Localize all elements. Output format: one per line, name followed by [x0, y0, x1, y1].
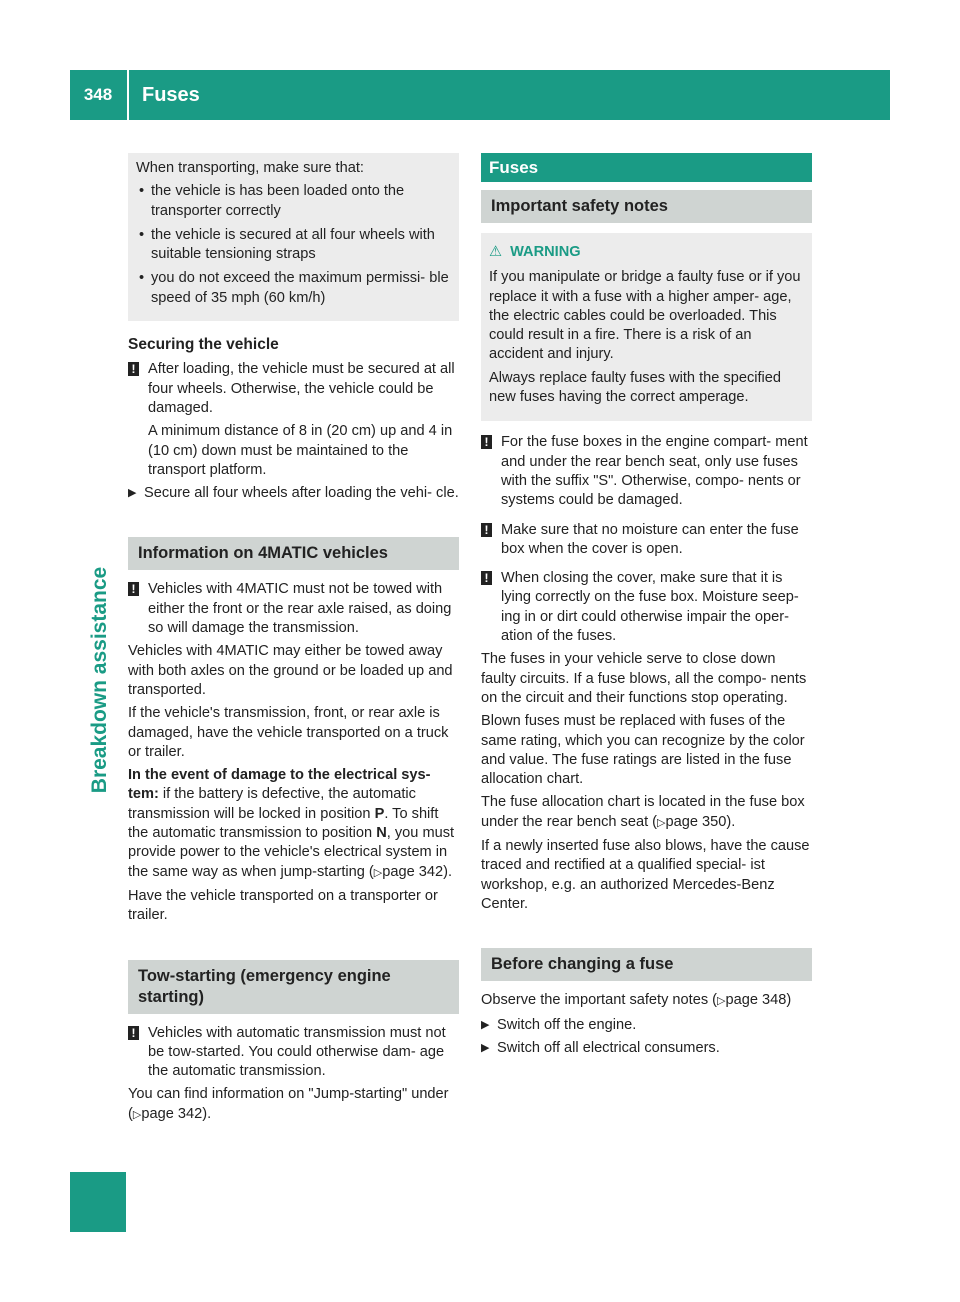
exclamation-icon: ! — [481, 571, 492, 585]
warning-label: WARNING — [510, 244, 581, 260]
page-number: 348 — [83, 85, 113, 104]
tow-paragraph — [128, 1085, 459, 1125]
page-ref-link[interactable]: page 350). — [665, 813, 736, 830]
fuse-caution-text: When closing the cover, make sure that it is lying correctly on the fuse box. Moisture seep- ing in or dirt could otherwise impair the oper- ation of the fuses. — [501, 570, 799, 645]
securing-caution-continued — [128, 422, 459, 480]
step-arrow-icon: ▶ — [128, 487, 137, 500]
securing-step — [128, 484, 459, 503]
checklist-intro: When transporting, make sure that: — [136, 160, 364, 176]
fuse-caution — [481, 521, 812, 560]
securing-caution-text: After loading, the vehicle must be secured at all four wheels. Otherwise, the vehicle could be damaged. — [148, 361, 455, 416]
sidebar-marker — [70, 1172, 126, 1232]
securing-heading: Securing the vehicle — [128, 336, 279, 354]
step-arrow-icon: ▶ — [481, 1041, 490, 1054]
matic-paragraph: Vehicles with 4MATIC may either be towed away with both axles on the ground or be loaded up and transported. — [128, 643, 453, 698]
left-column — [128, 153, 459, 1129]
warning-box — [481, 233, 812, 421]
warning-triangle-icon: ⚠ — [489, 244, 503, 260]
before-paragraph — [481, 991, 812, 1011]
sidebar-label: Breakdown assistance — [88, 566, 111, 794]
before-step-text: Switch off all electrical consumers. — [497, 1039, 720, 1056]
page-ref-icon: ▷ — [657, 816, 666, 829]
transport-checklist-box — [128, 153, 459, 321]
before-step — [481, 1039, 812, 1058]
exclamation-icon: ! — [128, 362, 139, 376]
checklist-item: • the vehicle is has been loaded onto the transporter correctly — [136, 182, 451, 221]
matic-caution-text: Vehicles with 4MATIC must not be towed with either the front or the rear axle raised, as doing so will damage the transmission. — [148, 581, 452, 637]
page-ref-icon: ▷ — [717, 995, 726, 1008]
header-title: Fuses — [142, 84, 200, 106]
before-step — [481, 1016, 812, 1035]
page-ref-link[interactable]: page 342). — [141, 1105, 212, 1122]
matic-heading: Information on 4MATIC vehicles — [128, 537, 459, 570]
fuse-caution-text: Make sure that no moisture can enter the fuse box when the cover is open. — [501, 521, 799, 557]
text-span: if the battery is defective, the automatic transmission will be locked in position — [128, 786, 416, 822]
fuse-paragraph — [481, 793, 812, 833]
fuse-paragraph: If a newly inserted fuse also blows, have the cause traced and rectified at a qualified special- ist workshop, e.g. an authorized Mercedes-Benz Center. — [481, 838, 810, 912]
exclamation-icon: ! — [128, 1026, 139, 1040]
page-header — [70, 70, 890, 120]
matic-paragraph: Have the vehicle transported on a transporter or trailer. — [128, 887, 438, 924]
text-span: . To shift the automatic transmission to position — [128, 805, 439, 842]
fuse-paragraph: The fuses in your vehicle serve to close down faulty circuits. If a fuse blows, all the compo- nents on the circuit and their functions stop operating. — [481, 651, 807, 706]
page-ref-link[interactable]: page 348) — [725, 992, 792, 1009]
safety-heading: Important safety notes — [481, 190, 812, 223]
fuse-paragraph: Blown fuses must be replaced with fuses of the same rating, which you can recognize by the color and value. The fuse ratings are listed in the fuse allocation chart. — [481, 713, 805, 788]
text-span: , you must provide power to the vehicle's electrical system in the same way as when jump-starting ( — [128, 825, 455, 880]
header-separator — [127, 70, 129, 120]
exclamation-icon: ! — [481, 523, 492, 537]
checklist-item: • you do not exceed the maximum permissi- ble speed of 35 mph (60 km/h) — [136, 269, 451, 308]
fuse-caution — [481, 569, 812, 646]
checklist-item: • the vehicle is secured at all four wheels with suitable tensioning straps — [136, 226, 451, 265]
tow-heading: Tow-starting (emergency engine starting) — [128, 960, 459, 1014]
page-ref-icon: ▷ — [373, 866, 383, 879]
page-ref-icon: ▷ — [132, 1108, 142, 1121]
matic-caution — [128, 580, 459, 638]
securing-caution — [128, 360, 459, 418]
securing-step-text: Secure all four wheels after loading the vehi- cle. — [144, 485, 459, 502]
warning-text: If you manipulate or bridge a faulty fuse or if you replace it with a fuse with a higher amper- age, the electric cables could be overloaded. This could result in a fire. There is a risk of an accident and injury. — [489, 269, 801, 363]
gear-position-p: P — [374, 805, 385, 822]
step-arrow-icon: ▶ — [481, 1018, 490, 1031]
exclamation-icon: ! — [481, 435, 492, 449]
matic-electrical-paragraph — [128, 766, 459, 883]
text-span: Observe the important safety notes ( — [481, 992, 718, 1009]
chapter-heading: Fuses — [481, 153, 812, 182]
electrical-damage-label: In the event of damage to the electrical sys- tem: — [128, 767, 431, 803]
warning-text: Always replace faulty fuses with the specified new fuses having the correct amperage. — [489, 369, 782, 406]
before-step-text: Switch off the engine. — [497, 1016, 637, 1033]
matic-paragraph: If the vehicle's transmission, front, or rear axle is damaged, have the vehicle transported on a truck or trailer. — [128, 705, 449, 760]
before-heading: Before changing a fuse — [481, 948, 812, 981]
securing-distance-text: A minimum distance of 8 in (20 cm) up and 4 in (10 cm) down must be maintained to the transport platform. — [148, 423, 453, 478]
gear-position-n: N — [376, 825, 387, 842]
text-span: The fuse allocation chart is located in the fuse box under the rear bench seat ( — [481, 794, 805, 830]
tow-caution — [128, 1024, 459, 1082]
tow-caution-text: Vehicles with automatic transmission must not be tow-started. You could otherwise dam- age the automatic transmission. — [148, 1024, 446, 1080]
fuse-caution-text: For the fuse boxes in the engine compart- ment and under the rear bench seat, only use fuses with the suffix "S". Otherwise, compo- nents or systems could be damaged. — [501, 434, 808, 509]
page-ref-link[interactable]: page 342). — [382, 863, 453, 880]
exclamation-icon: ! — [128, 582, 139, 596]
fuse-caution — [481, 433, 812, 510]
right-column — [481, 153, 812, 1062]
text-span: You can find information on "Jump-starting" under ( — [128, 1086, 449, 1122]
warning-title — [489, 243, 804, 262]
